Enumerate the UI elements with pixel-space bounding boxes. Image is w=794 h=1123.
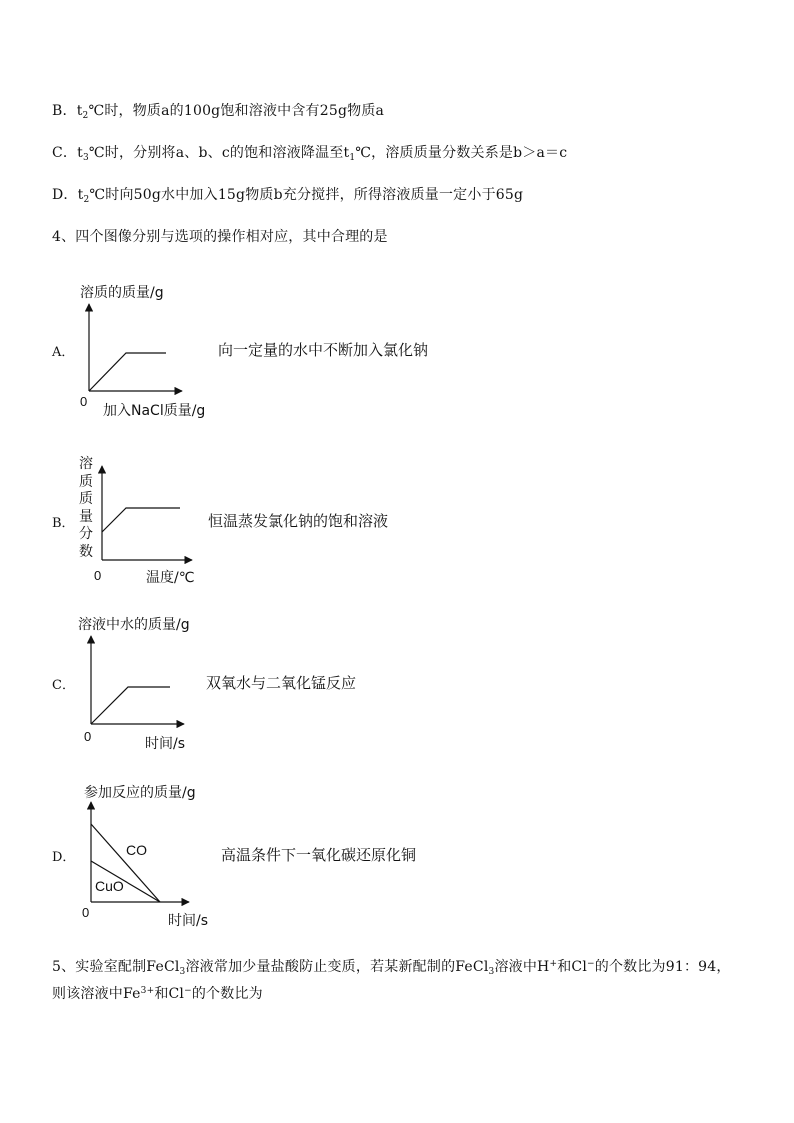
option-c-text bbox=[52, 142, 567, 163]
graph-b-ylabel-char: 数 bbox=[79, 543, 93, 560]
subscript: 1 bbox=[349, 153, 356, 163]
subscript: 3 bbox=[82, 153, 89, 163]
question-5-line-2 bbox=[52, 983, 263, 1003]
graph-b-ylabel-char: 溶 bbox=[79, 456, 93, 472]
q5-text: 和Cl bbox=[557, 959, 587, 975]
graph-b-origin: 0 bbox=[94, 568, 102, 583]
q5-text: 溶液常加少量盐酸防止变质，若某新配制的FeCl bbox=[185, 959, 489, 975]
graph-a-plot bbox=[78, 300, 190, 400]
graph-a-curve bbox=[89, 353, 166, 391]
graph-d-description: 高温条件下一氧化碳还原化铜 bbox=[221, 846, 417, 864]
q5-text: 的个数比为91：94， bbox=[594, 959, 731, 975]
subscript: 2 bbox=[82, 111, 89, 121]
option-d-body: ℃时向50g水中加入15g物质b充分搅拌，所得溶液质量一定小于65g bbox=[89, 187, 524, 203]
option-d-prefix: D．t bbox=[52, 187, 84, 203]
graph-b-curve bbox=[102, 508, 180, 532]
superscript: − bbox=[184, 986, 192, 996]
option-c-mid: ℃时，分别将a、b、c的饱和溶液降温至t bbox=[88, 145, 350, 161]
graph-c-curve bbox=[91, 687, 170, 724]
graph-d-origin: 0 bbox=[82, 905, 90, 920]
graph-d-option-label: D． bbox=[52, 850, 76, 865]
q5-text: 溶液中H bbox=[494, 959, 550, 975]
option-b-prefix: B．t bbox=[52, 103, 83, 119]
graph-b-ylabel-char: 量 bbox=[79, 508, 93, 525]
option-b-body: ℃时，物质a的100g饱和溶液中含有25g物质a bbox=[88, 103, 385, 119]
subscript: 3 bbox=[488, 967, 495, 977]
q5-text: 则该溶液中Fe bbox=[52, 986, 141, 1002]
option-b-text bbox=[52, 100, 384, 121]
q5-text: 的个数比为 bbox=[191, 986, 263, 1002]
graph-a-origin: 0 bbox=[80, 394, 88, 409]
subscript: 2 bbox=[83, 195, 90, 205]
superscript: + bbox=[549, 959, 558, 969]
graph-b-xlabel: 温度/℃ bbox=[146, 570, 195, 586]
graph-a-option-label: A． bbox=[52, 345, 75, 360]
graph-c-ylabel: 溶液中水的质量/g bbox=[78, 617, 190, 633]
option-c-prefix: C．t bbox=[52, 145, 83, 161]
graph-b-ylabel-char: 质 bbox=[79, 473, 93, 490]
graph-d-xlabel: 时间/s bbox=[168, 913, 209, 929]
question-4-stem: 4、四个图像分别与选项的操作相对应，其中合理的是 bbox=[52, 229, 388, 245]
q5-text: 5、实验室配制FeCl bbox=[52, 959, 180, 975]
graph-c-xlabel: 时间/s bbox=[145, 736, 186, 752]
q5-text: 和Cl bbox=[154, 986, 185, 1002]
superscript: − bbox=[587, 959, 595, 969]
graph-b-ylabel-char: 分 bbox=[79, 526, 93, 542]
graph-c-origin: 0 bbox=[84, 729, 92, 744]
graph-b-option-label: B． bbox=[52, 516, 75, 531]
graph-b-ylabel-char: 质 bbox=[79, 491, 93, 507]
graph-a-description: 向一定量的水中不断加入氯化钠 bbox=[218, 341, 429, 359]
graph-c-option-label: C． bbox=[52, 678, 75, 693]
graph-d-ylabel: 参加反应的质量/g bbox=[84, 785, 196, 801]
graph-c-description: 双氧水与二氧化锰反应 bbox=[206, 674, 357, 692]
graph-d-cuo-label: CuO bbox=[95, 878, 124, 894]
graph-b-plot bbox=[92, 462, 196, 566]
option-c-body: ℃，溶质质量分数关系是b＞a＝c bbox=[355, 145, 568, 161]
graph-c-plot bbox=[80, 632, 192, 732]
graph-a-xlabel: 加入NaCl质量/g bbox=[103, 403, 206, 419]
subscript: 3 bbox=[179, 967, 186, 977]
graph-b-description: 恒温蒸发氯化钠的饱和溶液 bbox=[208, 512, 389, 530]
graph-a-ylabel: 溶质的质量/g bbox=[80, 285, 164, 301]
graph-d-co-label: CO bbox=[126, 842, 147, 858]
superscript: 3+ bbox=[140, 986, 155, 996]
option-d-text bbox=[52, 184, 523, 205]
graph-d-plot bbox=[81, 798, 195, 908]
question-5-line-1 bbox=[52, 956, 731, 977]
